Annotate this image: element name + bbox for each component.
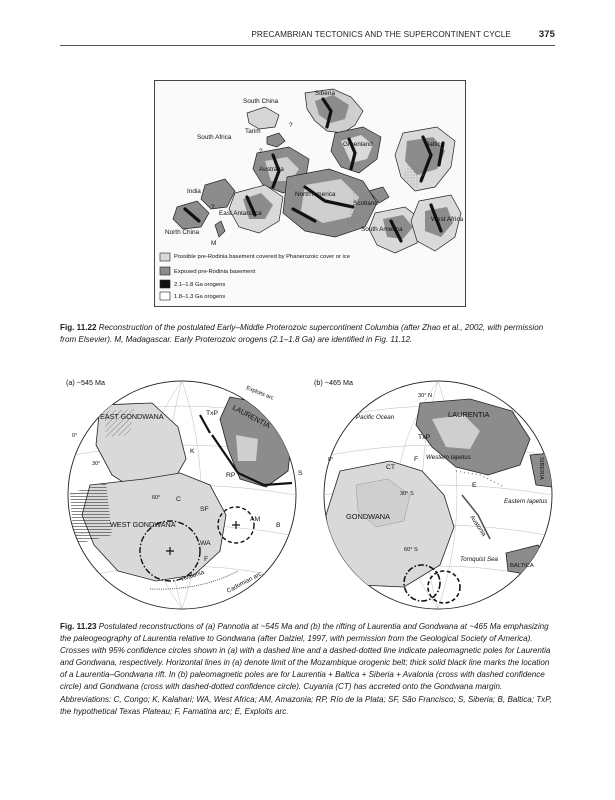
label-cadomian: Cadomian arc (225, 570, 263, 595)
label-north-america: North America (295, 191, 336, 198)
label-east-gondwana (100, 412, 164, 421)
label-baltica-b: BALTICA (510, 563, 534, 569)
legend (160, 253, 350, 300)
label-south-america: South America (361, 226, 403, 233)
label-txp-a: TxP (206, 410, 219, 417)
legend-label-covered-line: Possible pre-Rodinia basement covered by Phanerozoic cover or ice (174, 254, 350, 260)
label-tornquist: Tornquist Sea (460, 556, 498, 563)
label-eastern-iapetus: Eastern Iapetus (504, 498, 548, 505)
caption-11-22-text: Reconstruction of the postulated Early–Middle Proterozoic supercontinent Columbia (after Zhao et al., 2002, with permission from Elsevier). M, Madagascar. Early Proterozoic orogens (2.1–1.8 Ga) are identified in Fig. 11.12. (60, 323, 544, 345)
label-gondwana: GONDWANA (346, 512, 391, 521)
label-f-b: F (414, 456, 419, 463)
label-india: India (187, 188, 201, 195)
label-lat0-b: 0° (328, 457, 334, 463)
label-lat30n: 30° N (418, 393, 433, 399)
legend-label-orogen-18: 1.8–1.3 Ga orogens (174, 294, 226, 300)
panel-a (66, 378, 303, 609)
label-lat0-a: 0° (72, 433, 78, 439)
label-lat30s: 30° S (400, 491, 414, 497)
label-north-china: North China (165, 229, 200, 236)
label-ct: CT (386, 464, 396, 471)
running-head (60, 28, 555, 42)
figure-11-23 (60, 375, 555, 610)
label-f-a: F (204, 556, 209, 563)
label-laurentia-b: LAURENTIA (448, 410, 490, 419)
label-pacific: Pacific Ocean (356, 414, 395, 421)
legend-swatch-covered (160, 253, 170, 261)
panel-b (314, 378, 552, 609)
label-m: M (211, 240, 217, 247)
caption-11-22-label: Fig. 11.22 (60, 323, 97, 332)
running-title: PRECAMBRIAN TECTONICS AND THE SUPERCONTINENT CYCLE (251, 30, 511, 39)
legend-label-covered (174, 254, 350, 260)
label-siberia: Siberia (315, 90, 335, 97)
label-greenland: Greenland (343, 141, 373, 148)
page-number: 375 (538, 29, 555, 40)
label-west-gondwana: WEST GONDWANA (110, 520, 176, 529)
legend-swatch-exposed (160, 267, 170, 275)
south-china-shape (247, 107, 279, 129)
panel-b-title: (b) ~465 Ma (314, 378, 353, 387)
label-south-africa: South Africa (197, 134, 232, 141)
label-siberia-b: SIBERIA (538, 457, 544, 480)
label-avalonia-a: Avalonia (180, 568, 206, 583)
legend-swatch-orogen-21 (160, 280, 170, 288)
label-avalonia-b: Avalonia (468, 514, 488, 538)
label-q3: ? (211, 204, 215, 211)
tarim-shape (267, 133, 285, 147)
label-australia: Australia (259, 166, 284, 173)
label-laurentia-a: LAURENTIA (231, 402, 272, 431)
label-exploits-a: Exploits arc (245, 385, 275, 402)
caption-11-23 (60, 621, 555, 718)
label-south-china: South China (243, 98, 279, 105)
india-shape (201, 179, 235, 209)
label-b: B (276, 522, 281, 529)
columbia-map (155, 81, 465, 306)
label-scotland: Scotland (353, 200, 378, 207)
caption-11-22 (60, 322, 555, 346)
mozambique-belt (70, 483, 112, 545)
caption-11-23-label: Fig. 11.23 (60, 622, 97, 631)
label-sf: SF (200, 506, 209, 513)
label-west-africa: West Africa (431, 216, 464, 223)
label-lat60-a: 60° (152, 495, 161, 501)
panel-a-title: (a) ~545 Ma (66, 378, 105, 387)
label-east-gondwana-text: EAST GONDWANA (100, 412, 164, 421)
label-baltica: Baltica (425, 141, 445, 148)
legend-label-exposed: Exposed pre-Rodinia basement (174, 269, 256, 275)
header-rule (60, 45, 555, 46)
label-east-antarctica: East Antarctica (219, 210, 262, 217)
caption-11-23-text: Postulated reconstructions of (a) Pannotia at ~545 Ma and (b) the rifting of Laurentia and Gondwana at ~465 Ma emphasizing the paleogeography of Laurentia relative to Gondwana (after Dalziel, 1997, with permission from the Geological Society of America). Crosses with 95% confidence circles shown in (a) with a dashed line and a dashed-dotted line indicate paleomagnetic poles for Laurentia and Gondwana, respectively. Horizontal lines in (a) denote limit of the Mozambique orogenic belt; thick solid black line marks the location of a Laurentia–Gondwana rift. In (b) paleomagnetic poles are for Laurentia + Baltica + Siberia + Avalonia (cross with dashed confidence circle) and Gondwana (cross with dashed-dotted confidence circle). Cuyania (CT) has accreted onto the Gondwana margin. Abbreviations: C, Congo; K, Kalahari; WA, West Africa; AM, Amazonia; RP, Río de la Plata; SF, São Francisco; S, Siberia; B, Baltica; TxP, the hypothetical Texas Plateau; F, Famatina arc; E, Exploits arc. (60, 622, 552, 716)
label-lat30-a: 30° (92, 461, 101, 467)
legend-label-orogen-21: 2.1–1.8 Ga orogens (174, 282, 226, 288)
label-q2: ? (259, 148, 263, 155)
label-q1: ? (289, 122, 293, 129)
label-k: K (190, 448, 195, 455)
madagascar-shape (215, 221, 225, 237)
label-am: AM (250, 516, 261, 523)
label-lat60s: 60° S (404, 547, 418, 553)
label-txp-b: TxP (418, 434, 431, 441)
label-western-iapetus: Western Iapetus (426, 454, 471, 461)
figure-11-22 (154, 80, 466, 307)
laurentia-hatch-a (236, 435, 258, 461)
label-s: S (298, 470, 303, 477)
label-e: E (472, 482, 477, 489)
pannotia-maps (60, 375, 555, 610)
label-wa: WA (200, 540, 211, 547)
label-tarim: Tarim (245, 128, 261, 135)
label-c: C (176, 496, 181, 503)
label-rp: RP (226, 472, 236, 479)
legend-swatch-orogen-18 (160, 292, 170, 300)
